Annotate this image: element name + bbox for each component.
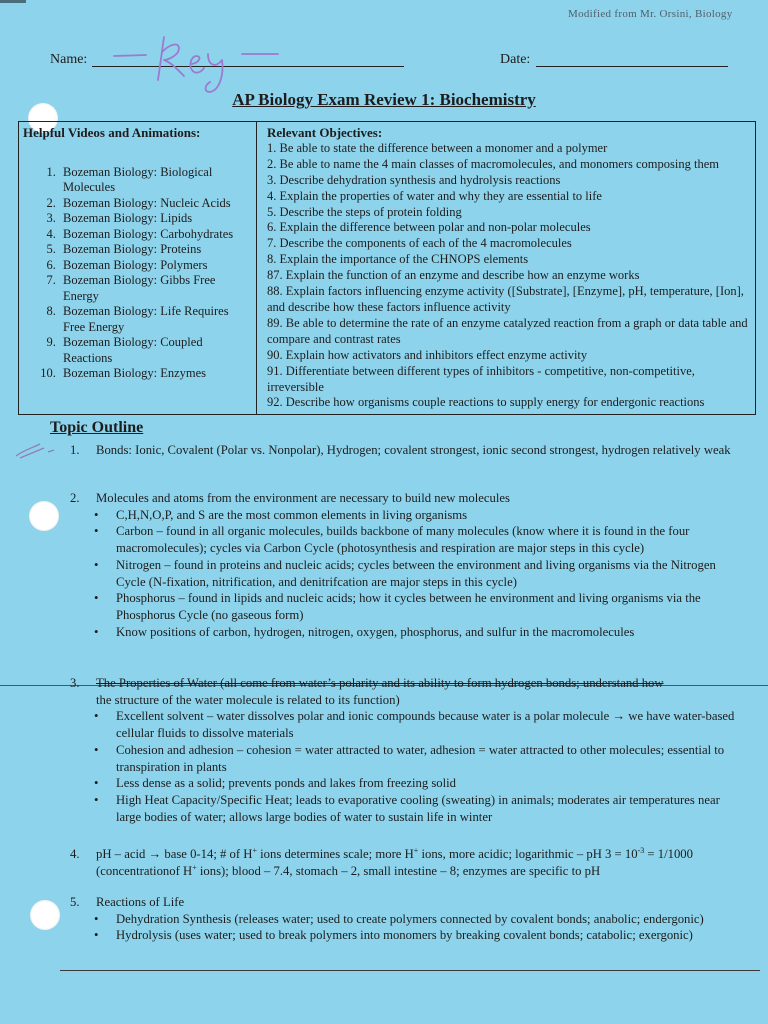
- objective-item: 90. Explain how activators and inhibitors effect enzyme activity: [267, 347, 588, 362]
- bullet-item: • Hydrolysis (uses water; used to break polymers into monomers by breaking covalent bonds; catabolic; exergonic): [116, 927, 740, 944]
- outline-text-struck: The Properties of Water (all come from water’s polarity and its ability to form hydrogen bonds; understand how: [96, 676, 664, 690]
- handwritten-key-text: Key: [112, 30, 114, 31]
- objective-item: 6. Explain the difference between polar and non-polar molecules: [267, 220, 591, 235]
- ph-text-4: = 1/1000 (concentrationof H: [96, 847, 693, 878]
- outline-bullets: [70, 708, 740, 825]
- objectives-column: [267, 125, 753, 411]
- superscript-plus: +: [413, 845, 419, 855]
- video-item[interactable]: 4. Bozeman Biology: Carbohydrates: [59, 227, 251, 243]
- superscript-exponent: -3: [637, 845, 645, 855]
- ph-text-3: ions, more acidic; logarithmic – pH 3 = 10: [418, 847, 638, 861]
- bullet-item: • Phosphorus – found in lipids and nucleic acids; how it cycles between he environment and living organisms via the Phosphorus Cycle (no gaseous form): [116, 590, 740, 623]
- video-item[interactable]: 1. Bozeman Biology: Biological Molecules: [59, 165, 251, 196]
- video-item[interactable]: 10. Bozeman Biology: Enzymes: [59, 366, 251, 382]
- ph-text-2: ions determines scale; more H: [256, 847, 414, 861]
- outline-text: Reactions of Life: [96, 895, 185, 909]
- outline-item-2: [70, 490, 740, 640]
- source-note: Modified from Mr. Orsini, Biology: [568, 8, 733, 20]
- outline-item-3: [70, 675, 740, 825]
- date-label: Date:: [500, 52, 531, 67]
- outline-number: 2.: [70, 491, 80, 505]
- objective-item: 91. Differentiate between different types of inhibitors - competitive, non-competitive, irreversible: [267, 363, 695, 394]
- outline-text: Bonds: Ionic, Covalent (Polar vs. Nonpolar), Hydrogen; covalent strongest, ionic second strongest, hydrogen relatively weak: [96, 443, 731, 457]
- objective-item: 89. Be able to determine the rate of an enzyme catalyzed reaction from a graph or data table and compare and contrast rates: [267, 315, 748, 346]
- bullet-item: • High Heat Capacity/Specific Heat; leads to evaporative cooling (sweating) in animals; moderates air temperatures near large bodies of water; allows large bodies of water to sustain life in winter: [116, 792, 740, 825]
- punch-hole-middle: [29, 501, 59, 531]
- objective-item: 7. Describe the components of each of the 4 macromolecules: [267, 236, 572, 251]
- bullet-item: • Know positions of carbon, hydrogen, nitrogen, oxygen, phosphorus, and sulfur in the macromolecules: [116, 624, 740, 641]
- date-line[interactable]: [536, 66, 728, 67]
- objective-item: 87. Explain the function of an enzyme and describe how an enzyme works: [267, 268, 640, 283]
- bullet-item: • C,H,N,O,P, and S are the most common elements in living organisms: [116, 507, 740, 524]
- bullet-item: • Carbon – found in all organic molecules, builds backbone of many molecules (know where it is found in the four macromolecules); cycles via Carbon Cycle (photosynthesis and respiration are major steps in this cycle): [116, 523, 740, 556]
- video-item[interactable]: 5. Bozeman Biology: Proteins: [59, 242, 251, 258]
- outline-bullets: [70, 507, 740, 641]
- objective-item: 92. Describe how organisms couple reactions to supply energy for endergonic reactions: [267, 395, 705, 410]
- video-item[interactable]: 8. Bozeman Biology: Life Requires Free Energy: [59, 304, 251, 335]
- outline-number: 1.: [70, 443, 80, 457]
- objective-item: 88. Explain factors influencing enzyme activity ([Substrate], [Enzyme], pH, temperature, [Ion], and describe how these factors influence activity: [267, 284, 744, 314]
- superscript-plus: +: [252, 845, 257, 855]
- outline-number: 5.: [70, 895, 80, 909]
- outline-item-4: [70, 846, 740, 879]
- video-item[interactable]: 7. Bozeman Biology: Gibbs Free Energy: [59, 273, 251, 304]
- bottom-rule: [60, 970, 760, 971]
- objectives-heading: Relevant Objectives:: [267, 125, 383, 140]
- objective-item: 4. Explain the properties of water and why they are essential to life: [267, 188, 602, 203]
- pen-scribble-mark: [14, 438, 58, 462]
- outline-text: Molecules and atoms from the environment are necessary to build new molecules: [96, 491, 510, 505]
- video-item[interactable]: 2. Bozeman Biology: Nucleic Acids: [59, 196, 251, 212]
- outline-bullets: [70, 911, 740, 944]
- outline-heading: Topic Outline: [50, 419, 144, 436]
- punch-hole-bottom: [30, 900, 60, 930]
- outline-item-1: [70, 442, 740, 459]
- objective-item: 5. Describe the steps of protein folding: [267, 204, 462, 219]
- page-title: AP Biology Exam Review 1: Biochemistry: [232, 90, 536, 109]
- objective-item: 3. Describe dehydration synthesis and hydrolysis reactions: [267, 172, 561, 187]
- video-item[interactable]: 3. Bozeman Biology: Lipids: [59, 211, 251, 227]
- corner-mark: [0, 0, 26, 3]
- outline-text-ph: [96, 846, 740, 879]
- outline-number: 4.: [70, 847, 80, 861]
- objective-item: 8. Explain the importance of the CHNOPS elements: [267, 252, 529, 267]
- bullet-item: • Nitrogen – found in proteins and nucleic acids; cycles between the environment and living organisms via the Nitrogen Cycle (N-fixation, nitrification, and denitrifcation are major steps in this cycle): [116, 557, 740, 590]
- videos-list: [23, 165, 251, 382]
- videos-heading: Helpful Videos and Animations:: [23, 125, 201, 140]
- name-label: Name:: [50, 52, 88, 67]
- bullet-item: • Excellent solvent – water dissolves polar and ionic compounds because water is a polar molecule → we have water-based cellular fluids to dissolve materials: [116, 708, 740, 741]
- objective-item: 2. Be able to name the 4 main classes of macromolecules, and monomers composing them: [267, 156, 719, 171]
- ph-text-5: ions); blood – 7.4, stomach – 2, small intestine – 8; enzymes are specific to pH: [196, 863, 601, 878]
- video-item[interactable]: 6. Bozeman Biology: Polymers: [59, 258, 251, 274]
- ph-text-1: pH – acid → base 0-14; # of H: [96, 847, 253, 861]
- column-divider: [256, 122, 257, 414]
- objective-item: 1. Be able to state the difference between a monomer and a polymer: [267, 140, 608, 155]
- outline-item-5: [70, 894, 740, 944]
- bullet-item: • Cohesion and adhesion – cohesion = water attracted to water, adhesion = water attracted to other molecules; essential to transpiration in plants: [116, 742, 740, 775]
- video-item[interactable]: 9. Bozeman Biology: Coupled Reactions: [59, 335, 251, 366]
- bullet-item: • Less dense as a solid; prevents ponds and lakes from freezing solid: [116, 775, 740, 792]
- outline-number: 3.: [70, 676, 80, 690]
- outline-text: the structure of the water molecule is related to its function): [96, 692, 400, 707]
- superscript-plus: +: [192, 862, 197, 872]
- bullet-item: • Dehydration Synthesis (releases water; used to create polymers connected by covalent bonds; anabolic; endergonic): [116, 911, 740, 928]
- videos-column: [23, 125, 251, 382]
- review-box: [18, 121, 756, 415]
